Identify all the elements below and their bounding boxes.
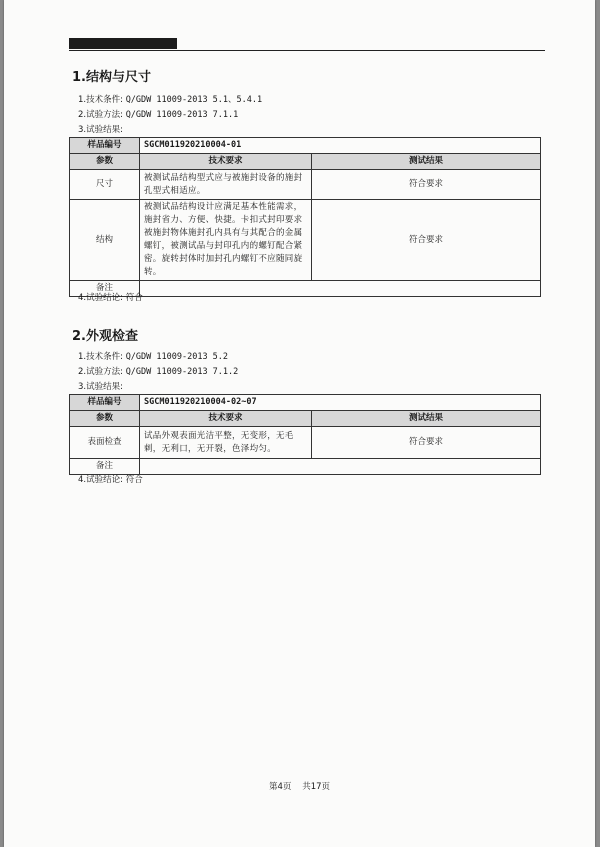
line-label: 1.技术条件:: [78, 352, 123, 362]
section2-title: 2.外观检查: [72, 329, 138, 344]
sample-label: 样品编号: [70, 138, 140, 154]
conclusion-value: 符合: [125, 475, 143, 485]
remark-value: [140, 281, 541, 297]
col-header-requirement: 技术要求: [140, 154, 312, 170]
section1-line-1: [78, 93, 262, 105]
page-total: 共17页: [302, 782, 331, 792]
result-cell: 符合要求: [312, 170, 541, 200]
col-header-result: 测试结果: [312, 154, 541, 170]
line-label: 2.试验方法:: [78, 367, 123, 377]
section1-conclusion: [78, 291, 143, 303]
col-header-result: 测试结果: [312, 411, 541, 427]
line-label: 3.试验结果:: [78, 382, 123, 392]
result-cell: 符合要求: [312, 200, 541, 281]
col-header-requirement: 技术要求: [140, 411, 312, 427]
line-label: 3.试验结果:: [78, 125, 123, 135]
line-label: 1.技术条件:: [78, 95, 123, 105]
remark-label: 备注: [70, 459, 140, 475]
section1-title: 1.结构与尺寸: [72, 70, 151, 85]
section2-line-3: [78, 380, 123, 392]
col-header-param: 参数: [70, 154, 140, 170]
result-cell: 符合要求: [312, 427, 541, 459]
sample-label: 样品编号: [70, 395, 140, 411]
line-value: Q/GDW 11009-2013 7.1.1: [125, 110, 239, 120]
section1-line-3: [78, 123, 123, 135]
line-value: Q/GDW 11009-2013 7.1.2: [125, 367, 239, 377]
sample-value: SGCM011920210004-01: [140, 138, 541, 154]
section1-line-2: [78, 108, 238, 120]
col-header-param: 参数: [70, 411, 140, 427]
line-value: Q/GDW 11009-2013 5.1、5.4.1: [125, 95, 263, 105]
table-row: [70, 200, 541, 281]
remark-label: 备注: [70, 281, 140, 297]
conclusion-label: 4.试验结论:: [78, 475, 123, 485]
conclusion-label: 4.试验结论:: [78, 293, 123, 303]
section2-line-2: [78, 365, 238, 377]
table-header-row: [70, 411, 541, 427]
section2-conclusion: [78, 473, 143, 485]
header-rule: [69, 50, 545, 51]
table-row: [70, 427, 541, 459]
line-value: Q/GDW 11009-2013 5.2: [125, 352, 229, 362]
sample-row: [70, 395, 541, 411]
requirement-cell: 被测试品结构型式应与被施封设备的施封孔型式相适应。: [140, 170, 312, 200]
section1-results-table: [69, 137, 541, 297]
requirement-cell: 被测试品结构设计应满足基本性能需求，施封省力、方便、快捷。卡扣式封印要求被施封物体施封孔内具有与其配合的金属螺钉，被测试品与封印孔内的螺钉配合紧密。旋转封体时加封孔内螺钉不应随同旋转。: [140, 200, 312, 281]
sample-value: SGCM011920210004-02~07: [140, 395, 541, 411]
section2-results-table: [69, 394, 541, 475]
conclusion-value: 符合: [125, 293, 143, 303]
table-header-row: [70, 154, 541, 170]
redacted-header: [69, 38, 177, 49]
table-row: [70, 170, 541, 200]
param-cell: 表面检查: [70, 427, 140, 459]
param-cell: 尺寸: [70, 170, 140, 200]
requirement-cell: 试品外观表面光洁平整，无变形，无毛刺，无利口，无开裂，色泽均匀。: [140, 427, 312, 459]
page-number: 第4页: [268, 782, 292, 792]
page-footer: [4, 780, 595, 792]
remark-value: [140, 459, 541, 475]
document-page: [4, 0, 595, 847]
sample-row: [70, 138, 541, 154]
section2-line-1: [78, 350, 228, 362]
line-label: 2.试验方法:: [78, 110, 123, 120]
param-cell: 结构: [70, 200, 140, 281]
